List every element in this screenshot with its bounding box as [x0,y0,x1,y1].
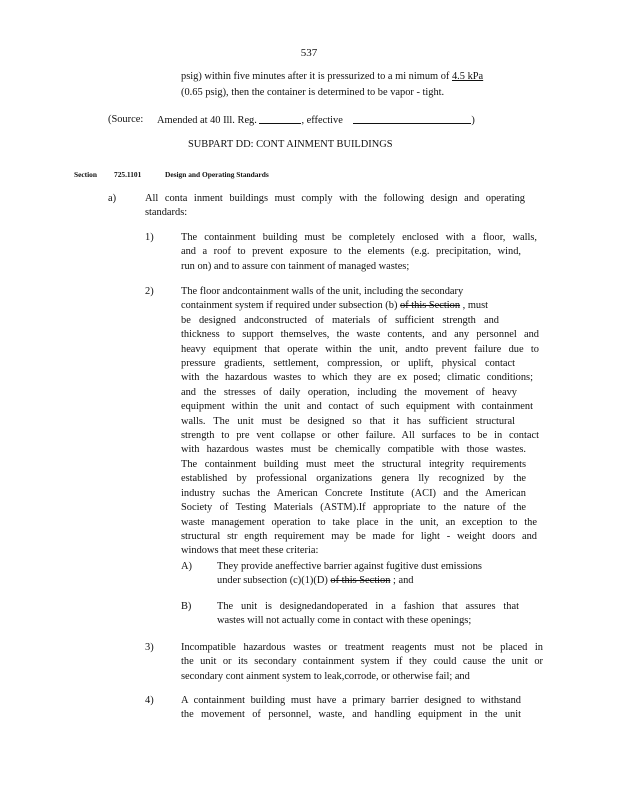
item-2-line: be designed andconstructed of materials of sufficient strength and [181,314,499,326]
item-3-line: the unit or its secondary containment system if they could cause the unit or [181,656,543,668]
item-A-line-2-end: ; and [390,575,414,587]
item-2-line-2-text: containment system if required under subsection (b) [181,300,401,312]
section-title: Design and Operating Standards [165,170,269,179]
subpart-heading: SUBPART DD: CONT AINMENT BUILDINGS [188,139,393,150]
item-1-text [181,231,537,274]
source-end: ) [471,115,475,126]
item-3-line: Incompatible hazardous wastes or treatment reagents must not be placed in [181,642,543,653]
item-2-marker: 2) [145,286,154,297]
struck-text: of this Section [400,300,461,312]
item-4-text [181,694,521,723]
item-3-line: secondary cont ainment system to leak,corrode, or otherwise fail; and [181,670,470,682]
item-2-line: waste management operation to take place in the unit, an exception to the [181,516,537,528]
item-2-line: walls. The unit must be designed so that it has sufficient structural [181,415,515,427]
para-a-line: standards: [145,207,188,219]
item-B-line: wastes will not actually come in contact with these openings; [217,615,472,627]
item-4-line: A containment building must have a primary barrier designed to withstand [181,695,521,706]
item-2-line: and the stresses of daily operation, including the movement of heavy [181,386,517,398]
item-2-line: heavy equipment that operate within the unit, andto prevent failure due to [181,343,539,355]
source-label: (Source: [108,114,144,125]
item-2-text [181,285,539,559]
item-A-marker: A) [181,561,192,572]
item-2-line: strength to pre vent collapse or other failure. All surfaces to be in contact [181,430,539,442]
item-2-line: industry suchas the American Concrete Institute (ACI) and the American [181,487,526,499]
intro-line-1 [181,70,497,84]
item-A-line-2-text: under subsection (c)(1)(D) [217,575,331,587]
intro-line-1-text: psig) within five minutes after it is pressurized to a mi nimum of [181,71,452,82]
item-2-line: established by professional organizations genera lly recognized by the [181,473,526,485]
effective-date-blank [353,113,471,124]
blank-comma: , [301,115,305,126]
intro-line-2: (0.65 psig), then the container is determined to be vapor - tight. [181,87,445,98]
source-text-1: Amended at 40 Ill. Reg. [157,115,260,126]
item-4-line: the movement of personnel, waste, and handling equipment in the unit [181,709,521,721]
item-3-marker: 3) [145,642,154,653]
item-2-line: pressure gradients, settlement, compression, or uplift, physical contact [181,358,515,370]
item-2-line: The floor andcontainment walls of the unit, including the secondary [181,286,464,297]
item-4-marker: 4) [145,695,154,706]
item-A-text [217,560,517,589]
item-2-line: with hazardous wastes must be chemically compatible with those wastes. [181,444,526,456]
section-label: Section [74,170,97,179]
item-B-text [217,600,519,629]
page-number: 537 [300,47,318,59]
item-1-line: run on) and to assure con tainment of managed wastes; [181,260,410,272]
item-2-line-2 [181,299,539,313]
item-1-line: and a roof to prevent exposure to the elements (e.g. precipitation, wind, [181,246,521,258]
para-a-text [145,192,525,221]
item-2-line: with the hazardous wastes to which they are ex posed; climatic conditions; [181,372,533,384]
source-text-2: effective [304,115,346,126]
item-2-line-2-end: , must [460,300,489,312]
section-number: 725.1101 [114,170,142,179]
intro-value-underlined: 4.5 kPa [451,71,484,82]
register-blank [259,113,301,124]
item-2-line: structural str ength requirement may be made for light - weight doors and [181,530,537,542]
item-2-line: thickness to support themselves, the waste contents, and any personnel and [181,329,539,341]
item-3-text [181,641,543,684]
item-A-line: They provide aneffective barrier against fugitive dust emissions [217,561,482,572]
para-a-line: All conta inment buildings must comply with the following design and operating [145,193,525,204]
item-1-marker: 1) [145,232,154,243]
struck-text: of this Section [330,575,391,587]
item-2-line: windows that meet these criteria: [181,545,319,557]
item-2-line: The containment building must meet the structural integrity requirements [181,458,526,470]
source-note [157,113,475,128]
item-B-line: The unit is designedandoperated in a fashion that assures that [217,601,519,612]
item-2-line: equipment within the unit and contact of such equipment with containment [181,401,533,413]
para-a-marker: a) [108,193,117,204]
item-A-line-2 [217,574,517,588]
item-1-line: The containment building must be completely enclosed with a floor, walls, [181,232,537,243]
item-2-line: Society of Testing Materials (ASTM).If appropriate to the nature of the [181,502,526,514]
item-B-marker: B) [181,601,192,612]
